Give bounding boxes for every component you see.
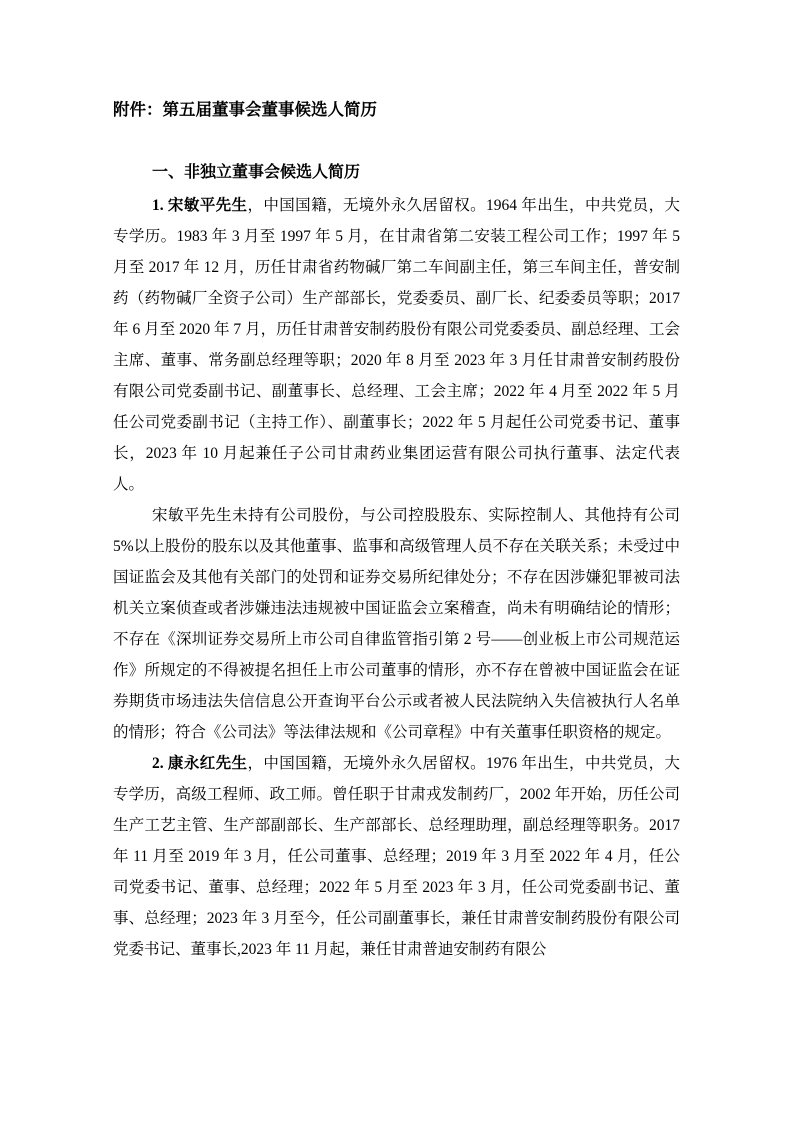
candidate-1-bio-text: ，中国国籍，无境外永久居留权。1964 年出生，中共党员，大专学历。1983 年 3 月至 1997 年 5 月，在甘肃省第二安装工程公司工作；1997 年 5 月至 2017 年 12 月，历任甘肃省药物碱厂第二车间副主任，第三车间主任，普安制药（药物碱厂全资子公司）生产部部长，党委委员、副厂长、纪委委员等职；2017 年 6 月至 2020 年 7 月，历任甘肃普安制药股份有限公司党委委员、副总经理、工会主席、董事、常务副总经理等职；2020 年 8 月至 2023 年 3 月任甘肃普安制药股份有限公司党委副书记、副董事长、总经理、工会主席；2022 年 4 月至 2022 年 5 月任公司党委副书记（主持工作）、副董事长；2022 年 5 月起任公司党委书记、董事长，2023 年 10 月起兼任子公司甘肃药业集团运营有限公司执行董事、法定代表人。 — [113, 197, 680, 493]
candidate-2-bio-text: ，中国国籍，无境外永久居留权。1976 年出生，中共党员，大专学历，高级工程师、政工师。曾任职于甘肃戎发制药厂，2002 年开始，历任公司生产工艺主管、生产部副部长、生产部部长、总经理助理，副总经理等职务。2017 年 11 月至 2019 年 3 月，任公司董事、总经理；2019 年 3 月至 2022 年 4 月，任公司党委书记、董事、总经理；2022 年 5 月至 2023 年 3 月，任公司党委副书记、董事、总经理；2023 年 3 月至今，任公司副董事长，兼任甘肃普安制药股份有限公司党委书记、董事长,2023 年 11 月起，兼任甘肃普迪安制药有限公 — [113, 755, 680, 958]
candidate-1-name-lead: 1. 宋敏平先生 — [152, 197, 248, 214]
paragraph-candidate-1-qualification-statement — [113, 500, 680, 748]
candidate-1-qualification-text: 宋敏平先生未持有公司股份，与公司控股股东、实际控制人、其他持有公司 5%以上股份的股东以及其他董事、监事和高级管理人员不存在关联关系；未受过中国证监会及其他有关部门的处罚和证券交易所纪律处分；不存在因涉嫌犯罪被司法机关立案侦查或者涉嫌违法违规被中国证监会立案稽查，尚未有明确结论的情形；不存在《深圳证券交易所上市公司自律监管指引第 2 号——创业板上市公司规范运作》所规定的不得被提名担任上市公司董事的情形，亦不存在曾被中国证监会在证券期货市场违法失信信息公开查询平台公示或者被人民法院纳入失信被执行人名单的情形；符合《公司法》等法律法规和《公司章程》中有关董事任职资格的规定。 — [113, 507, 680, 741]
candidate-2-name-lead: 2. 康永红先生 — [152, 755, 248, 772]
section-heading-non-independent-directors: 一、非独立董事会候选人简历 — [152, 164, 361, 181]
attachment-title: 附件：第五届董事会董事候选人简历 — [113, 100, 377, 119]
paragraph-candidate-1-bio — [113, 190, 680, 500]
paragraph-candidate-2-bio — [113, 748, 680, 965]
